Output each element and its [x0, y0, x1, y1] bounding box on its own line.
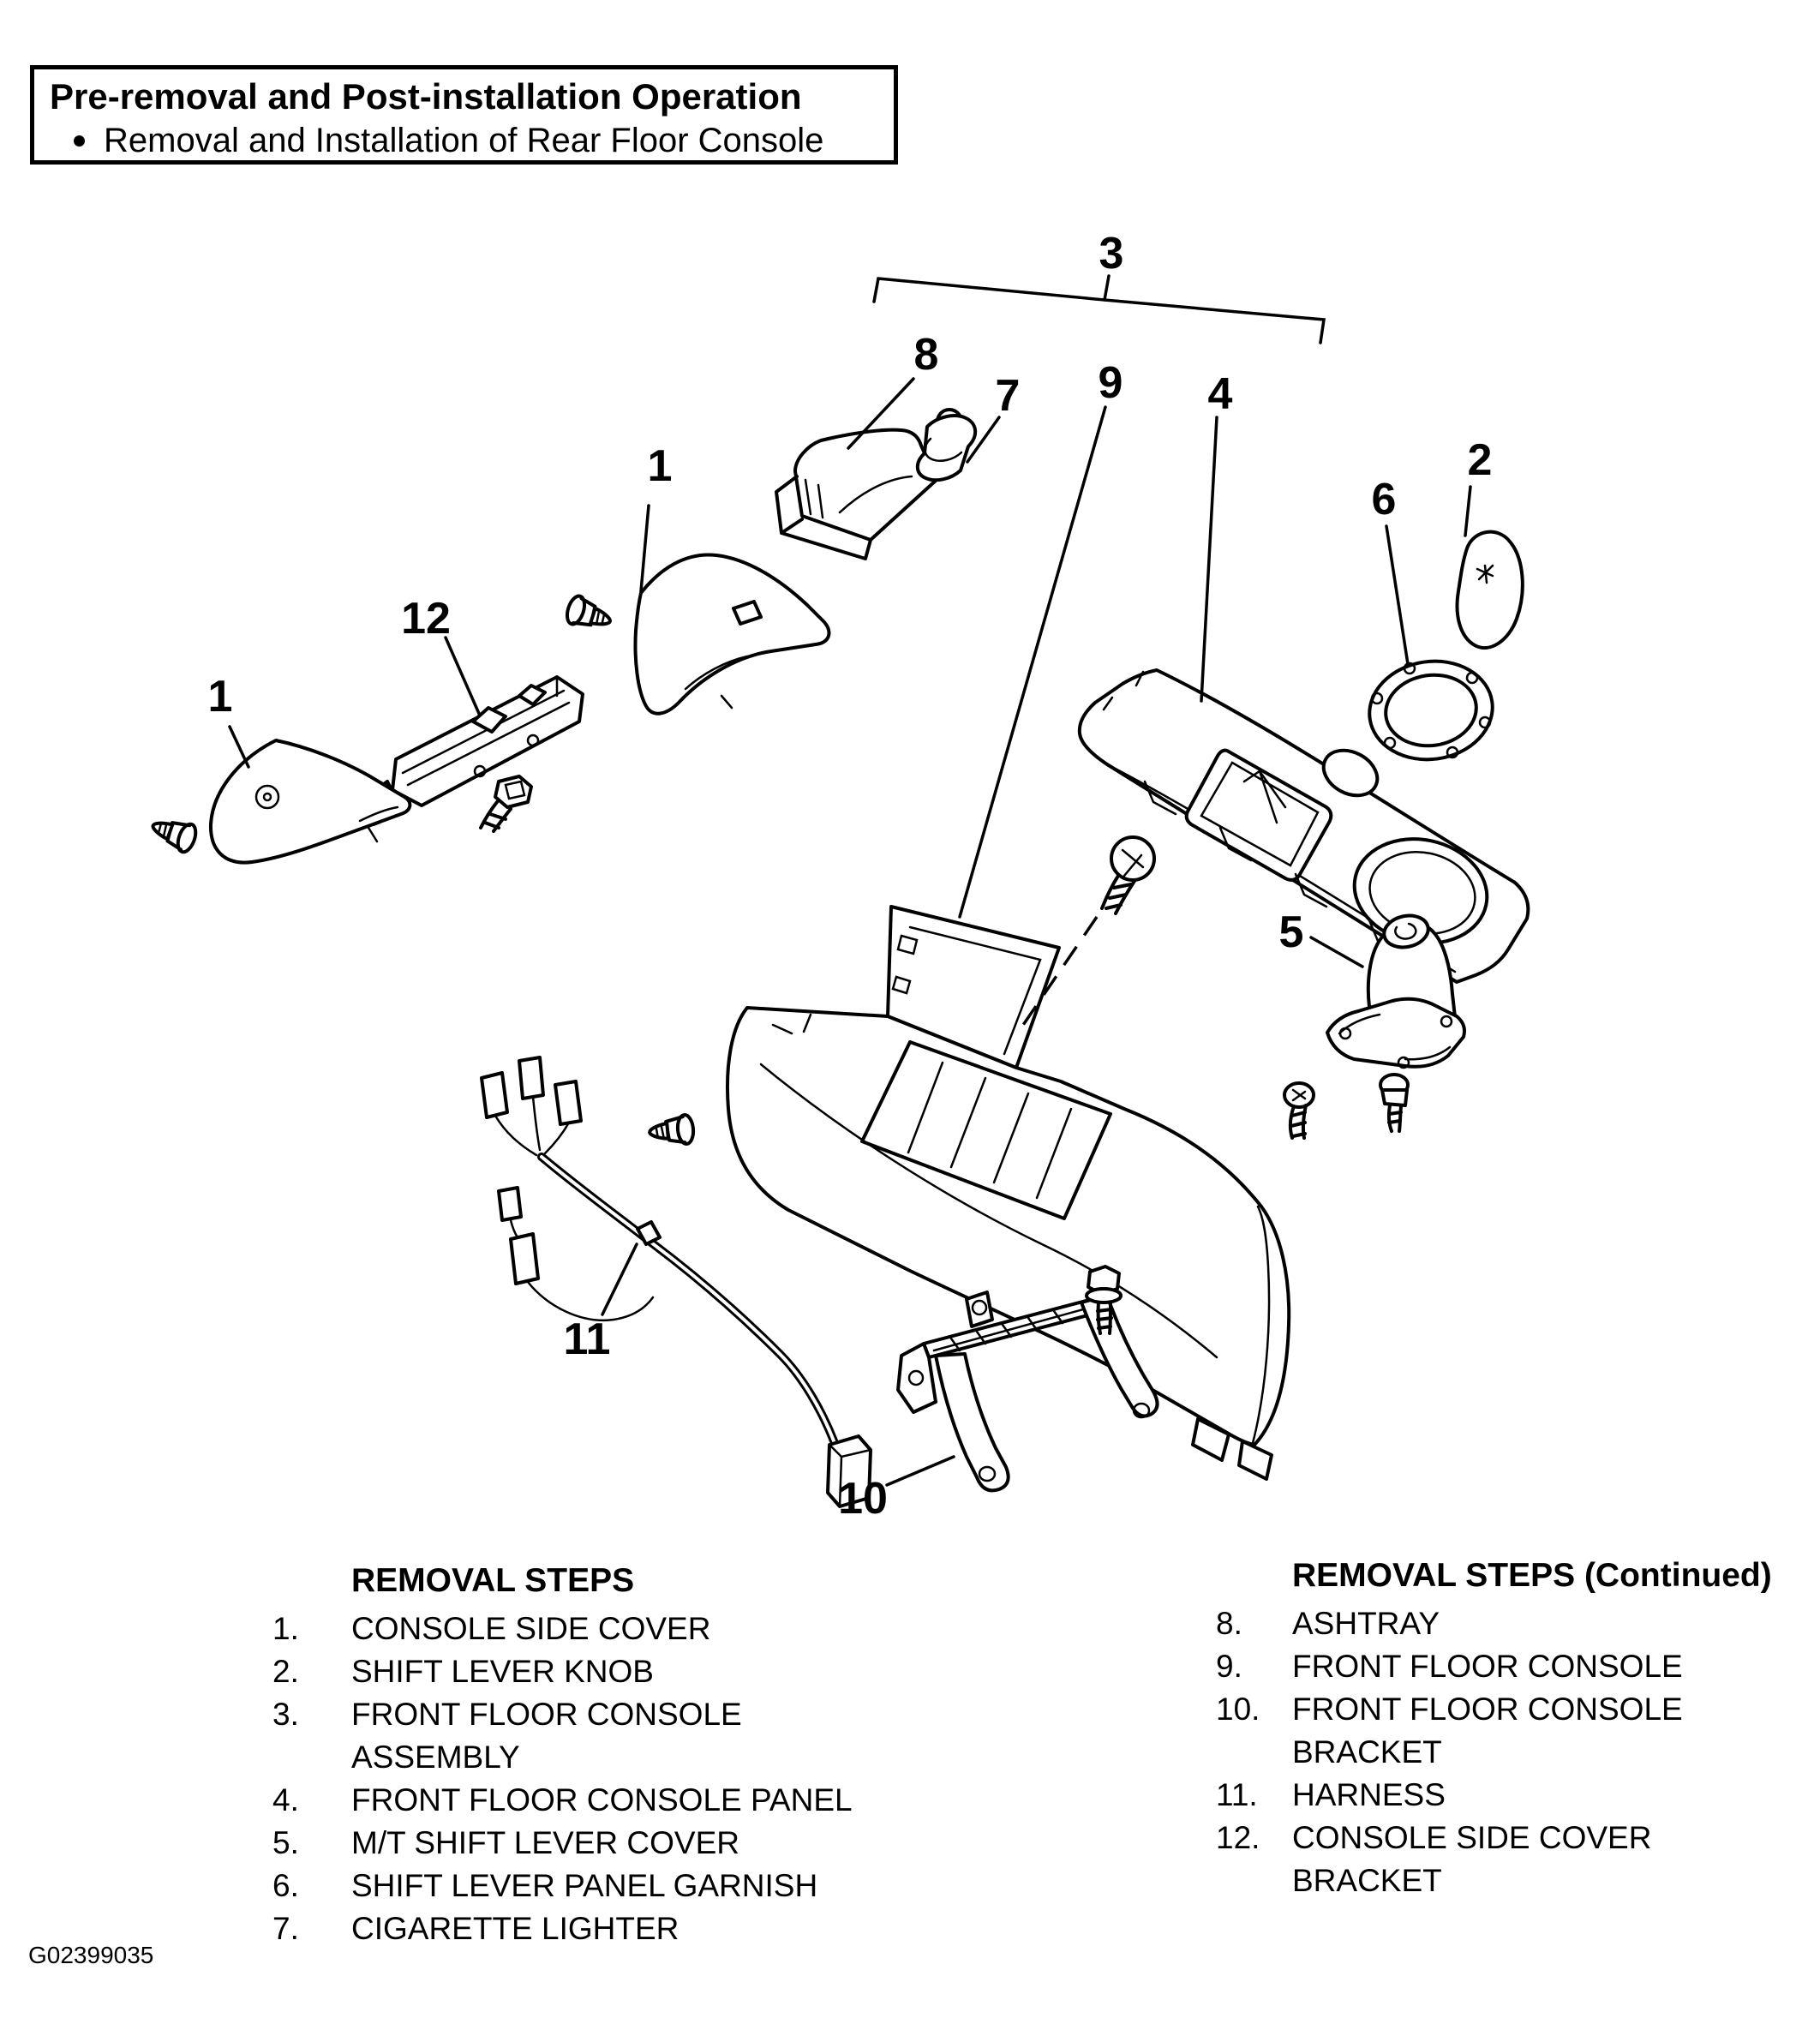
step-number	[272, 1736, 351, 1779]
callout-number-5: 5	[1278, 907, 1304, 957]
step-item	[272, 1693, 924, 1736]
step-label: CONSOLE SIDE COVER	[351, 1611, 711, 1646]
bullet-item-label: Removal and Installation of Rear Floor Console	[104, 122, 824, 159]
step-number	[1216, 1731, 1292, 1774]
part-console-side-cover-upper	[564, 554, 829, 713]
part-console-side-cover-lower	[148, 740, 410, 863]
removal-steps-heading: REMOVAL STEPS	[351, 1562, 635, 1599]
callout-number-1: 1	[647, 441, 673, 491]
step-number: 11.	[1216, 1777, 1258, 1812]
part-shift-lever-knob	[1458, 532, 1523, 648]
step-item	[272, 1907, 924, 1950]
part-cigarette-lighter	[918, 410, 975, 480]
step-number: 1.	[272, 1611, 299, 1646]
step-label: FRONT FLOOR CONSOLE PANEL	[351, 1782, 853, 1817]
step-number: 7.	[272, 1911, 299, 1946]
step-label: M/T SHIFT LEVER COVER	[351, 1825, 739, 1860]
callout-number-8: 8	[913, 330, 939, 380]
step-item	[1216, 1859, 1816, 1902]
callout-number-9: 9	[1098, 358, 1123, 408]
figure-id: G02399035	[28, 1942, 154, 1968]
step-label: HARNESS	[1292, 1777, 1446, 1812]
callout-leader-6	[1386, 526, 1408, 664]
step-label: ASHTRAY	[1292, 1606, 1440, 1641]
step-item	[1216, 1731, 1816, 1774]
callout-leader-9	[960, 407, 1105, 917]
step-item	[272, 1865, 924, 1907]
step-number: 6.	[272, 1868, 299, 1903]
step-label: SHIFT LEVER KNOB	[351, 1654, 654, 1689]
step-label: ASSEMBLY	[351, 1740, 520, 1775]
callout-leader-10	[887, 1457, 954, 1485]
step-label: BRACKET	[1292, 1734, 1442, 1770]
callout-leader-2	[1465, 487, 1470, 536]
step-item	[1216, 1645, 1816, 1688]
step-label: FRONT FLOOR CONSOLE	[351, 1697, 742, 1732]
callout-number-11: 11	[563, 1314, 611, 1364]
step-label: FRONT FLOOR CONSOLE	[1292, 1692, 1683, 1727]
step-label: CONSOLE SIDE COVER	[1292, 1820, 1652, 1855]
removal-steps-right	[1216, 1554, 1816, 1902]
step-label: BRACKET	[1292, 1863, 1442, 1898]
part-shift-lever-panel-garnish	[1363, 654, 1499, 768]
step-number: 8.	[1216, 1606, 1242, 1641]
step-number: 4.	[272, 1782, 299, 1817]
step-item	[1216, 1688, 1816, 1731]
assembly-bracket-line	[874, 278, 1324, 343]
callout-leader-4	[1201, 417, 1217, 701]
callout-number-10: 10	[838, 1474, 888, 1524]
push-pin	[649, 1114, 695, 1147]
callout-number-2: 2	[1467, 435, 1493, 485]
callout-leader-11	[602, 1244, 637, 1314]
callout-number-3: 3	[1099, 229, 1124, 278]
step-number: 3.	[272, 1697, 299, 1732]
step-item	[1216, 1817, 1816, 1859]
step-item	[272, 1779, 924, 1822]
callout-leader-12	[446, 638, 480, 716]
step-item	[272, 1736, 924, 1779]
step-label: FRONT FLOOR CONSOLE	[1292, 1649, 1683, 1684]
callout-number-1: 1	[207, 672, 233, 722]
step-item	[1216, 1774, 1816, 1817]
step-number: 9.	[1216, 1649, 1242, 1684]
step-label: CIGARETTE LIGHTER	[351, 1911, 680, 1946]
step-item	[272, 1650, 924, 1693]
step-item	[272, 1822, 924, 1865]
callout-leader-1	[230, 727, 248, 767]
callout-number-12: 12	[401, 594, 451, 644]
part-ashtray	[776, 430, 937, 559]
callout-number-6: 6	[1371, 475, 1397, 524]
callout-number-7: 7	[995, 371, 1021, 421]
step-number: 2.	[272, 1654, 299, 1689]
step-label: SHIFT LEVER PANEL GARNISH	[351, 1868, 818, 1903]
step-number	[1216, 1859, 1292, 1902]
step-item	[1216, 1602, 1816, 1645]
removal-steps-heading: REMOVAL STEPS (Continued)	[1292, 1557, 1772, 1594]
step-item	[272, 1608, 924, 1650]
step-number: 12.	[1216, 1820, 1260, 1855]
part-mt-shift-lever-cover	[1284, 912, 1464, 1138]
step-number: 10.	[1216, 1692, 1260, 1727]
callout-leader-1	[641, 506, 649, 591]
page-title: Pre-removal and Post-installation Operation	[50, 76, 802, 117]
callout-number-4: 4	[1207, 369, 1233, 419]
callout-leader-3	[1105, 276, 1109, 300]
removal-steps-left	[272, 1560, 924, 1950]
step-number: 5.	[272, 1825, 299, 1860]
callout-leader-5	[1311, 937, 1362, 967]
